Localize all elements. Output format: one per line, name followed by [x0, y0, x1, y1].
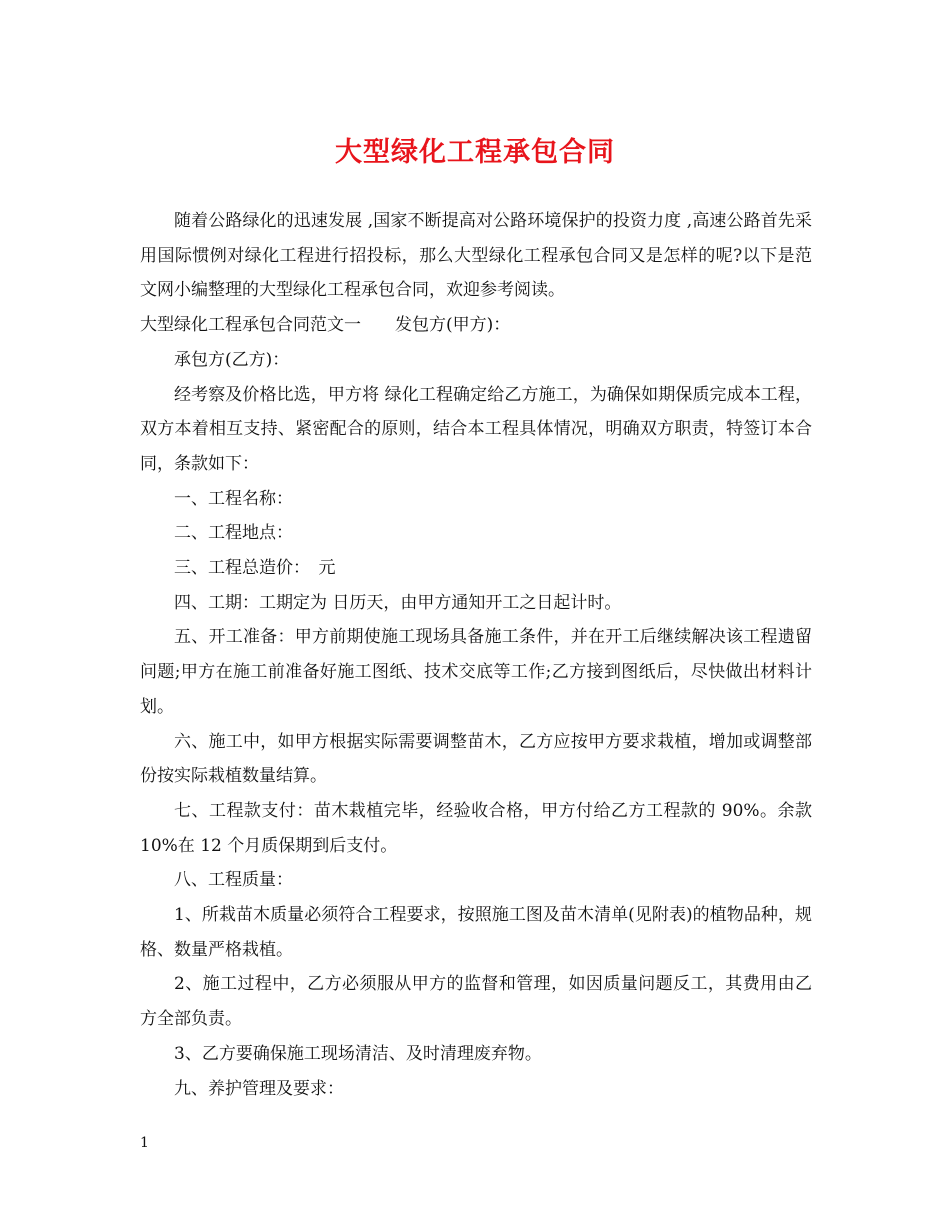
clause-quality-heading: 八、工程质量：: [174, 870, 293, 891]
paragraph-preamble: 经考察及价格比选，甲方将 绿化工程确定给乙方施工，为确保如期保质完成本工程，双方本着相互支持、紧密配合的原则，结合本工程具体情况，明确双方职责，特签订本合同，条款如下：: [140, 384, 812, 474]
document-body: [140, 204, 812, 1106]
clause-preparation: 五、开工准备：甲方前期使施工现场具备施工条件，并在开工后继续解决该工程遗留问题;甲方在施工前准备好施工图纸、技术交底等工作;乙方接到图纸后，尽快做出材料计划。: [140, 627, 812, 717]
paragraph-contractor: 承包方(乙方)：: [174, 349, 290, 370]
clause-payment: 七、工程款支付：苗木栽植完毕，经验收合格，甲方付给乙方工程款的 90%。余款 10%在 12 个月质保期到后支付。: [140, 800, 812, 856]
clause-maintenance-heading: 九、养护管理及要求：: [174, 1078, 344, 1099]
paragraph-intro: 随着公路绿化的迅速发展 ,国家不断提高对公路环境保护的投资力度 ,高速公路首先采用国际惯例对绿化工程进行招投标，那么大型绿化工程承包合同又是怎样的呢?以下是范文网小编整理的大型绿化工程承包合同，欢迎参考阅读。: [140, 211, 812, 301]
clause-total-cost: 三、工程总造价： 元: [174, 558, 336, 579]
document-title: 大型绿化工程承包合同: [335, 137, 615, 168]
paragraph-contract-heading: 大型绿化工程承包合同范文一 发包方(甲方)：: [140, 315, 511, 336]
clause-project-name: 一、工程名称：: [174, 488, 293, 509]
quality-item-2: 2、施工过程中，乙方必须服从甲方的监督和管理，如因质量问题反工，其费用由乙方全部负责。: [140, 974, 812, 1030]
clause-duration: 四、工期：工期定为 日历天，由甲方通知开工之日起计时。: [174, 592, 622, 613]
clause-adjustment: 六、施工中，如甲方根据实际需要调整苗木，乙方应按甲方要求栽植，增加或调整部份按实际栽植数量结算。: [140, 731, 812, 787]
quality-item-3: 3、乙方要确保施工现场清洁、及时清理废弃物。: [174, 1043, 542, 1064]
clause-project-location: 二、工程地点：: [174, 523, 293, 544]
page-number: 1: [140, 1135, 149, 1151]
quality-item-1: 1、所栽苗木质量必须符合工程要求，按照施工图及苗木清单(见附表)的植物品种，规格、数量严格栽植。: [140, 905, 812, 960]
